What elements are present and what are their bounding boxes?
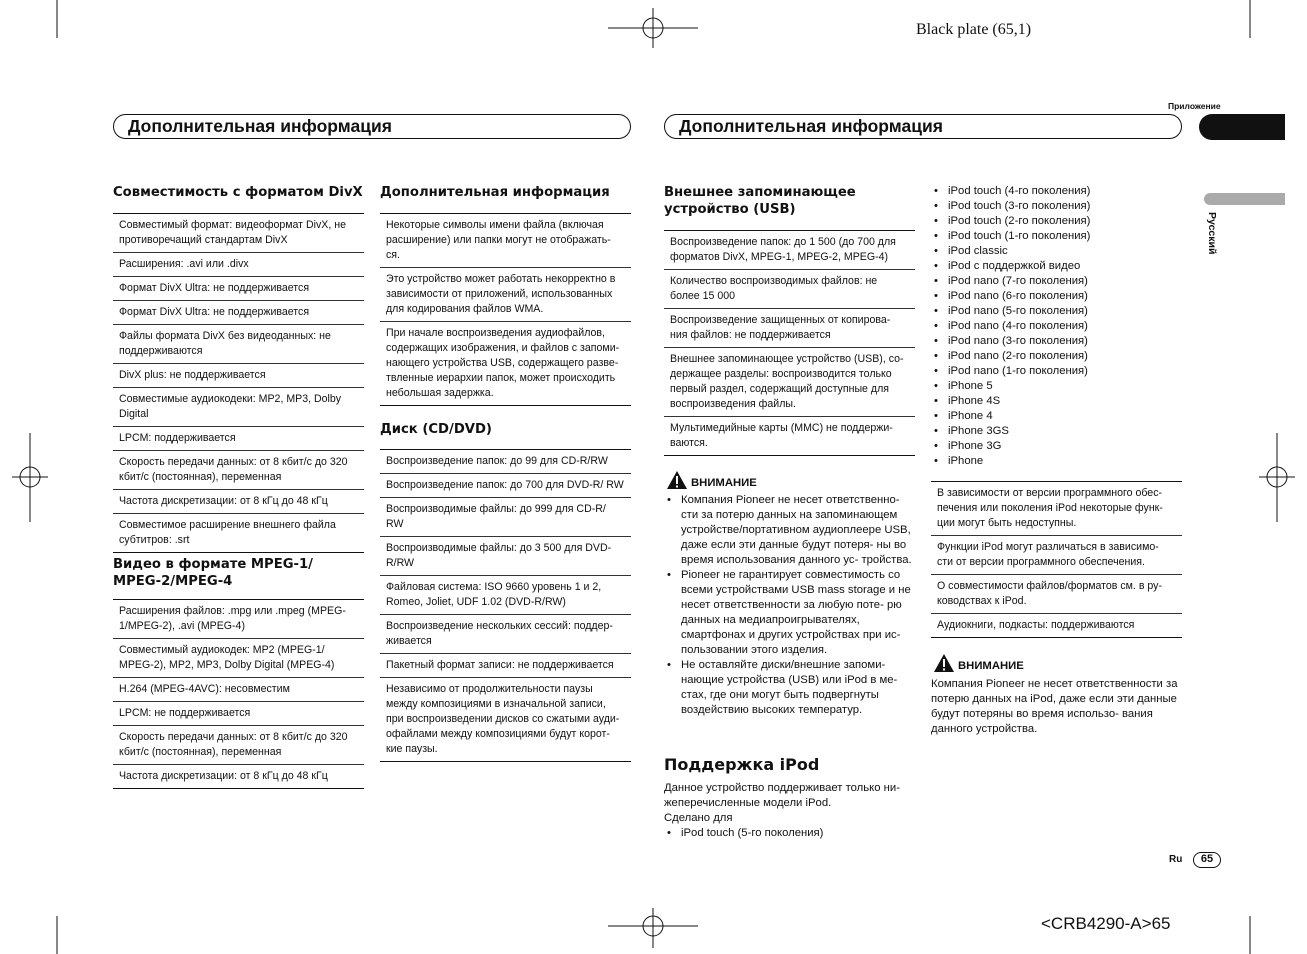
list-item: • iPod touch (5-го поколения) xyxy=(664,826,916,841)
table-row: Совместимый формат: видеоформат DivX, не противоречащий стандартам DivX xyxy=(119,219,346,246)
divx-table xyxy=(113,213,364,553)
warning-icon xyxy=(666,470,688,490)
table-row: Формат DivX Ultra: не поддерживается xyxy=(113,276,364,300)
ipod-model-list xyxy=(931,184,1183,469)
extra-info-table xyxy=(380,213,631,406)
extra-info-heading: Дополнительная информация xyxy=(380,185,610,200)
divx-heading: Совместимость с форматом DivX xyxy=(113,185,363,200)
list-item: • iPod nano (5-го поколения) xyxy=(931,304,1183,319)
table-row: H.264 (MPEG-4AVC): несовместим xyxy=(113,677,364,701)
list-item: • iPhone 3GS xyxy=(931,424,1183,439)
warning-label: ВНИМАНИЕ xyxy=(691,477,757,489)
table-row: Частота дискретизации: от 8 кГц до 48 кГц xyxy=(113,764,364,788)
table-row: DivX plus: не поддерживается xyxy=(113,363,364,387)
table-row: LPCM: не поддерживается xyxy=(113,701,364,725)
plate-label: Black plate (65,1) xyxy=(916,21,1032,38)
table-row: Совместимые аудиокодеки: MP2, MP3, Dolby Digital xyxy=(113,387,364,426)
table-row: Скорость передачи данных: от 8 кбит/с до 320 кбит/с (постоянная), переменная xyxy=(113,450,364,489)
list-item: • iPod touch (2-го поколения) xyxy=(931,214,1183,229)
table-row: Формат DivX Ultra: не поддерживается xyxy=(113,300,364,324)
list-item: • iPod nano (1-го поколения) xyxy=(931,364,1183,379)
footer-lang: Ru xyxy=(1169,854,1183,865)
table-row: Воспроизведение защищенных от копирова- ния файлов: не поддерживается xyxy=(664,308,915,347)
table-row: Это устройство может работать некорректно в зависимости от приложений, использованных для кодирования файлов WMA. xyxy=(380,267,631,321)
list-item: • Не оставляйте диски/внешние запоми- нающие устройства (USB) или iPod в ме- стах, где они могут быть подвергнуты воздействию высоких температур. xyxy=(664,658,916,718)
language-label: Русский xyxy=(1206,212,1218,255)
list-item: • iPod touch (4-го поколения) xyxy=(931,184,1183,199)
table-row: Расширения файлов: .mpg или .mpeg (MPEG-1/MPEG-2), .avi (MPEG-4) xyxy=(119,605,346,632)
ipod-intro: Данное устройство поддерживает только ни- жеперечисленные модели iPod. xyxy=(664,782,900,809)
disc-table xyxy=(380,449,631,762)
mpeg-heading: Видео в формате MPEG-1/ MPEG-2/MPEG-4 xyxy=(113,557,314,589)
list-item: • iPod nano (4-го поколения) xyxy=(931,319,1183,334)
table-row: Воспроизводимые файлы: до 999 для CD-R/ RW xyxy=(380,497,631,536)
table-row: Количество воспроизводимых файлов: не более 15 000 xyxy=(664,269,915,308)
usb-table xyxy=(664,230,915,456)
list-item: • iPod nano (2-го поколения) xyxy=(931,349,1183,364)
left-page-header: Дополнительная информация xyxy=(113,114,631,139)
ipod-warning-heading xyxy=(933,653,1024,673)
table-row: Пакетный формат записи: не поддерживается xyxy=(380,653,631,677)
made-for-label: Сделано для xyxy=(664,812,733,824)
table-row: Воспроизведение папок: до 99 для CD-R/RW xyxy=(386,455,608,467)
table-row: Независимо от продолжительности паузы между композициями в изначальной записи, при воспроизведении дисков со сжатыми ауди- офайлами между композициями будут корот- кие паузы. xyxy=(380,677,631,761)
table-row: Воспроизведение папок: до 700 для DVD-R/ RW xyxy=(380,473,631,497)
table-row: Файлы формата DivX без видеоданных: не поддерживаются xyxy=(113,324,364,363)
list-item: • iPhone 4 xyxy=(931,409,1183,424)
table-row: Совместимый аудиокодек: MP2 (MPEG-1/ MPEG-2), MP2, MP3, Dolby Digital (MPEG-4) xyxy=(113,638,364,677)
table-row: Расширения: .avi или .divx xyxy=(113,252,364,276)
list-item: • iPhone 3G xyxy=(931,439,1183,454)
usb-warning-heading xyxy=(666,470,757,490)
list-item: • iPod touch (3-го поколения) xyxy=(931,199,1183,214)
ipod-model-list-start xyxy=(664,826,916,841)
list-item: • Компания Pioneer не несет ответственно- сти за потерю данных на запоминающем устройстве/портативном аудиоплеере USB, даже если эти данные будут потеря- ны во время использования данного ус- тройства. xyxy=(664,493,916,568)
language-tab xyxy=(1204,193,1285,205)
table-row: В зависимости от версии программного обес- печения или поколения iPod некоторые функ- ции могут быть недоступны. xyxy=(937,487,1163,529)
list-item: • iPhone xyxy=(931,454,1183,469)
warning-label: ВНИМАНИЕ xyxy=(958,660,1024,672)
list-item: • iPhone 5 xyxy=(931,379,1183,394)
ipod-heading: Поддержка iPod xyxy=(664,755,820,774)
document-code: <CRB4290-A>65 xyxy=(1041,914,1171,933)
table-row: Некоторые символы имени файла (включая расширение) или папки могут не отображать- ся. xyxy=(386,219,611,261)
mpeg-table xyxy=(113,599,364,789)
table-row: Скорость передачи данных: от 8 кбит/с до 320 кбит/с (постоянная), переменная xyxy=(113,725,364,764)
table-row: Файловая система: ISO 9660 уровень 1 и 2, Romeo, Joliet, UDF 1.02 (DVD-R/RW) xyxy=(380,575,631,614)
list-item: • iPod nano (6-го поколения) xyxy=(931,289,1183,304)
usb-warning-list xyxy=(664,493,916,718)
list-item: • iPod classic xyxy=(931,244,1183,259)
table-row: Внешнее запоминающее устройство (USB), со- держащее разделы: воспроизводится только первый раздел, содержащий доступные для воспроизведения файлы. xyxy=(664,347,915,416)
page-number: 65 xyxy=(1193,852,1221,868)
table-row: Частота дискретизации: от 8 кГц до 48 кГц xyxy=(113,489,364,513)
list-item: • iPod touch (1-го поколения) xyxy=(931,229,1183,244)
list-item: • iPhone 4S xyxy=(931,394,1183,409)
right-page-header: Дополнительная информация xyxy=(664,114,1182,139)
category-label: Приложение xyxy=(1168,101,1221,111)
category-tab xyxy=(1199,114,1285,140)
table-row: Воспроизведение папок: до 1 500 (до 700 для форматов DivX, MPEG-1, MPEG-2, MPEG-4) xyxy=(670,236,896,263)
ipod-warning-text: Компания Pioneer не несет ответственности за потерю данных на iPod, даже если эти данные будут потеряны во время использо- вания данного устройства. xyxy=(931,678,1178,735)
list-item: • Pioneer не гарантирует совместимость со всеми устройствами USB mass storage и не несет ответственности за любую поте- рю данных на медиапроигрывателях, смартфонах и других устройствах при ис- пользовании этого изделия. xyxy=(664,568,916,658)
list-item: • iPod nano (3-го поколения) xyxy=(931,334,1183,349)
disc-heading: Диск (CD/DVD) xyxy=(380,422,492,437)
table-row: Воспроизводимые файлы: до 3 500 для DVD- R/RW xyxy=(380,536,631,575)
table-row: Воспроизведение нескольких сессий: поддер- живается xyxy=(380,614,631,653)
list-item: • iPod с поддержкой видео xyxy=(931,259,1183,274)
table-row: О совместимости файлов/форматов см. в ру- ководствах к iPod. xyxy=(931,574,1182,613)
list-item: • iPod nano (7-го поколения) xyxy=(931,274,1183,289)
table-row: Функции iPod могут различаться в зависимо- сти от версии программного обеспечения. xyxy=(931,535,1182,574)
table-row: При начале воспроизведения аудиофайлов, содержащих изображения, и файлов с запоми- нающего устройства USB, содержащего разве- твленные иерархии папок, может происходить небольшая задержка. xyxy=(380,321,631,405)
table-row: Мультимедийные карты (MMC) не поддержи- ваются. xyxy=(664,416,915,455)
warning-icon xyxy=(933,653,955,673)
table-row: LPCM: поддерживается xyxy=(113,426,364,450)
table-row: Аудиокниги, подкасты: поддерживаются xyxy=(931,613,1182,637)
ipod-info-table xyxy=(931,481,1182,638)
table-row: Совместимое расширение внешнего файла субтитров: .srt xyxy=(113,513,364,552)
usb-heading: Внешнее запоминающее устройство (USB) xyxy=(664,185,856,217)
